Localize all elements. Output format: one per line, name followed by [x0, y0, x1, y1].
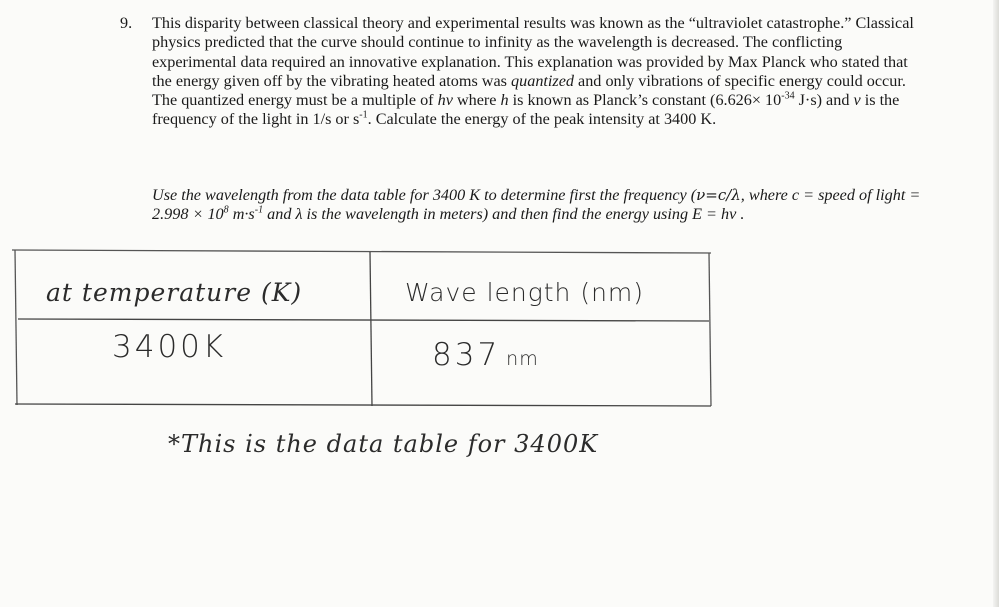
- c-exponent: 8: [223, 204, 229, 216]
- planck-exponent: -34: [781, 90, 795, 102]
- quantized-term: quantized: [511, 71, 574, 90]
- table-left-line: [15, 250, 17, 405]
- table-right-line: [709, 253, 711, 406]
- wavelength-unit: nm: [506, 348, 539, 370]
- table-top-line: [12, 250, 711, 253]
- table-note: *This is the data table for 3400K: [168, 430, 599, 458]
- hv-term: hν: [437, 91, 453, 110]
- table-header-line: [18, 319, 709, 321]
- question-text-part: is the frequency of the light in 1/s or s: [152, 91, 900, 129]
- question-text: [152, 14, 920, 130]
- temperature-header: at temperature (K): [46, 278, 303, 307]
- question-text-part: is known as Planck’s constant (6.626× 10: [508, 91, 782, 110]
- wavelength-value: [432, 337, 539, 373]
- instructions-part: , where c = speed of light = 2.998 × 10: [152, 186, 921, 224]
- table-bottom-line: [15, 404, 711, 406]
- h-term: h: [500, 91, 509, 110]
- question-9: [120, 14, 920, 130]
- question-text-part: This disparity between classical theory and experimental results was known as the “ultraviolet catastrophe.” Classical physics predicted that the curve should continue to infinity as the wavelength is decreased. The conflicting experimental data required an innovative explanation. This explanation was provided by Max Planck who stated that the energy given off by the vibrating heated atoms was: [152, 14, 914, 90]
- question-text-part: where: [452, 91, 501, 110]
- question-text-part: and only vibrations of specific energy could occur. The quantized energy must be a multiple of: [152, 71, 906, 110]
- nu-term: ν: [853, 91, 861, 110]
- s-exponent: -1: [359, 110, 368, 122]
- instructions-part: m·s: [228, 205, 255, 224]
- instructions-part: Use the wavelength from the data table for 3400 K to determine first the frequency (: [152, 186, 697, 204]
- frequency-formula: ν=c/λ: [696, 186, 741, 204]
- page-edge-shadow: [993, 0, 999, 607]
- question-text-part: . Calculate the energy of the peak intensity at 3400 K.: [367, 110, 717, 129]
- question-number: 9.: [120, 14, 133, 32]
- table-divider-line: [370, 252, 372, 406]
- wavelength-header: Wave length (nm): [405, 278, 645, 307]
- instructions-part: and λ is the wavelength in meters) and then find the energy using E = hν .: [263, 205, 745, 224]
- wavelength-number: 837: [432, 337, 501, 373]
- instructions: [152, 186, 922, 225]
- ms-exponent: -1: [254, 204, 264, 216]
- question-text-part: J·s) and: [794, 91, 854, 110]
- temperature-value: 3400K: [112, 329, 227, 365]
